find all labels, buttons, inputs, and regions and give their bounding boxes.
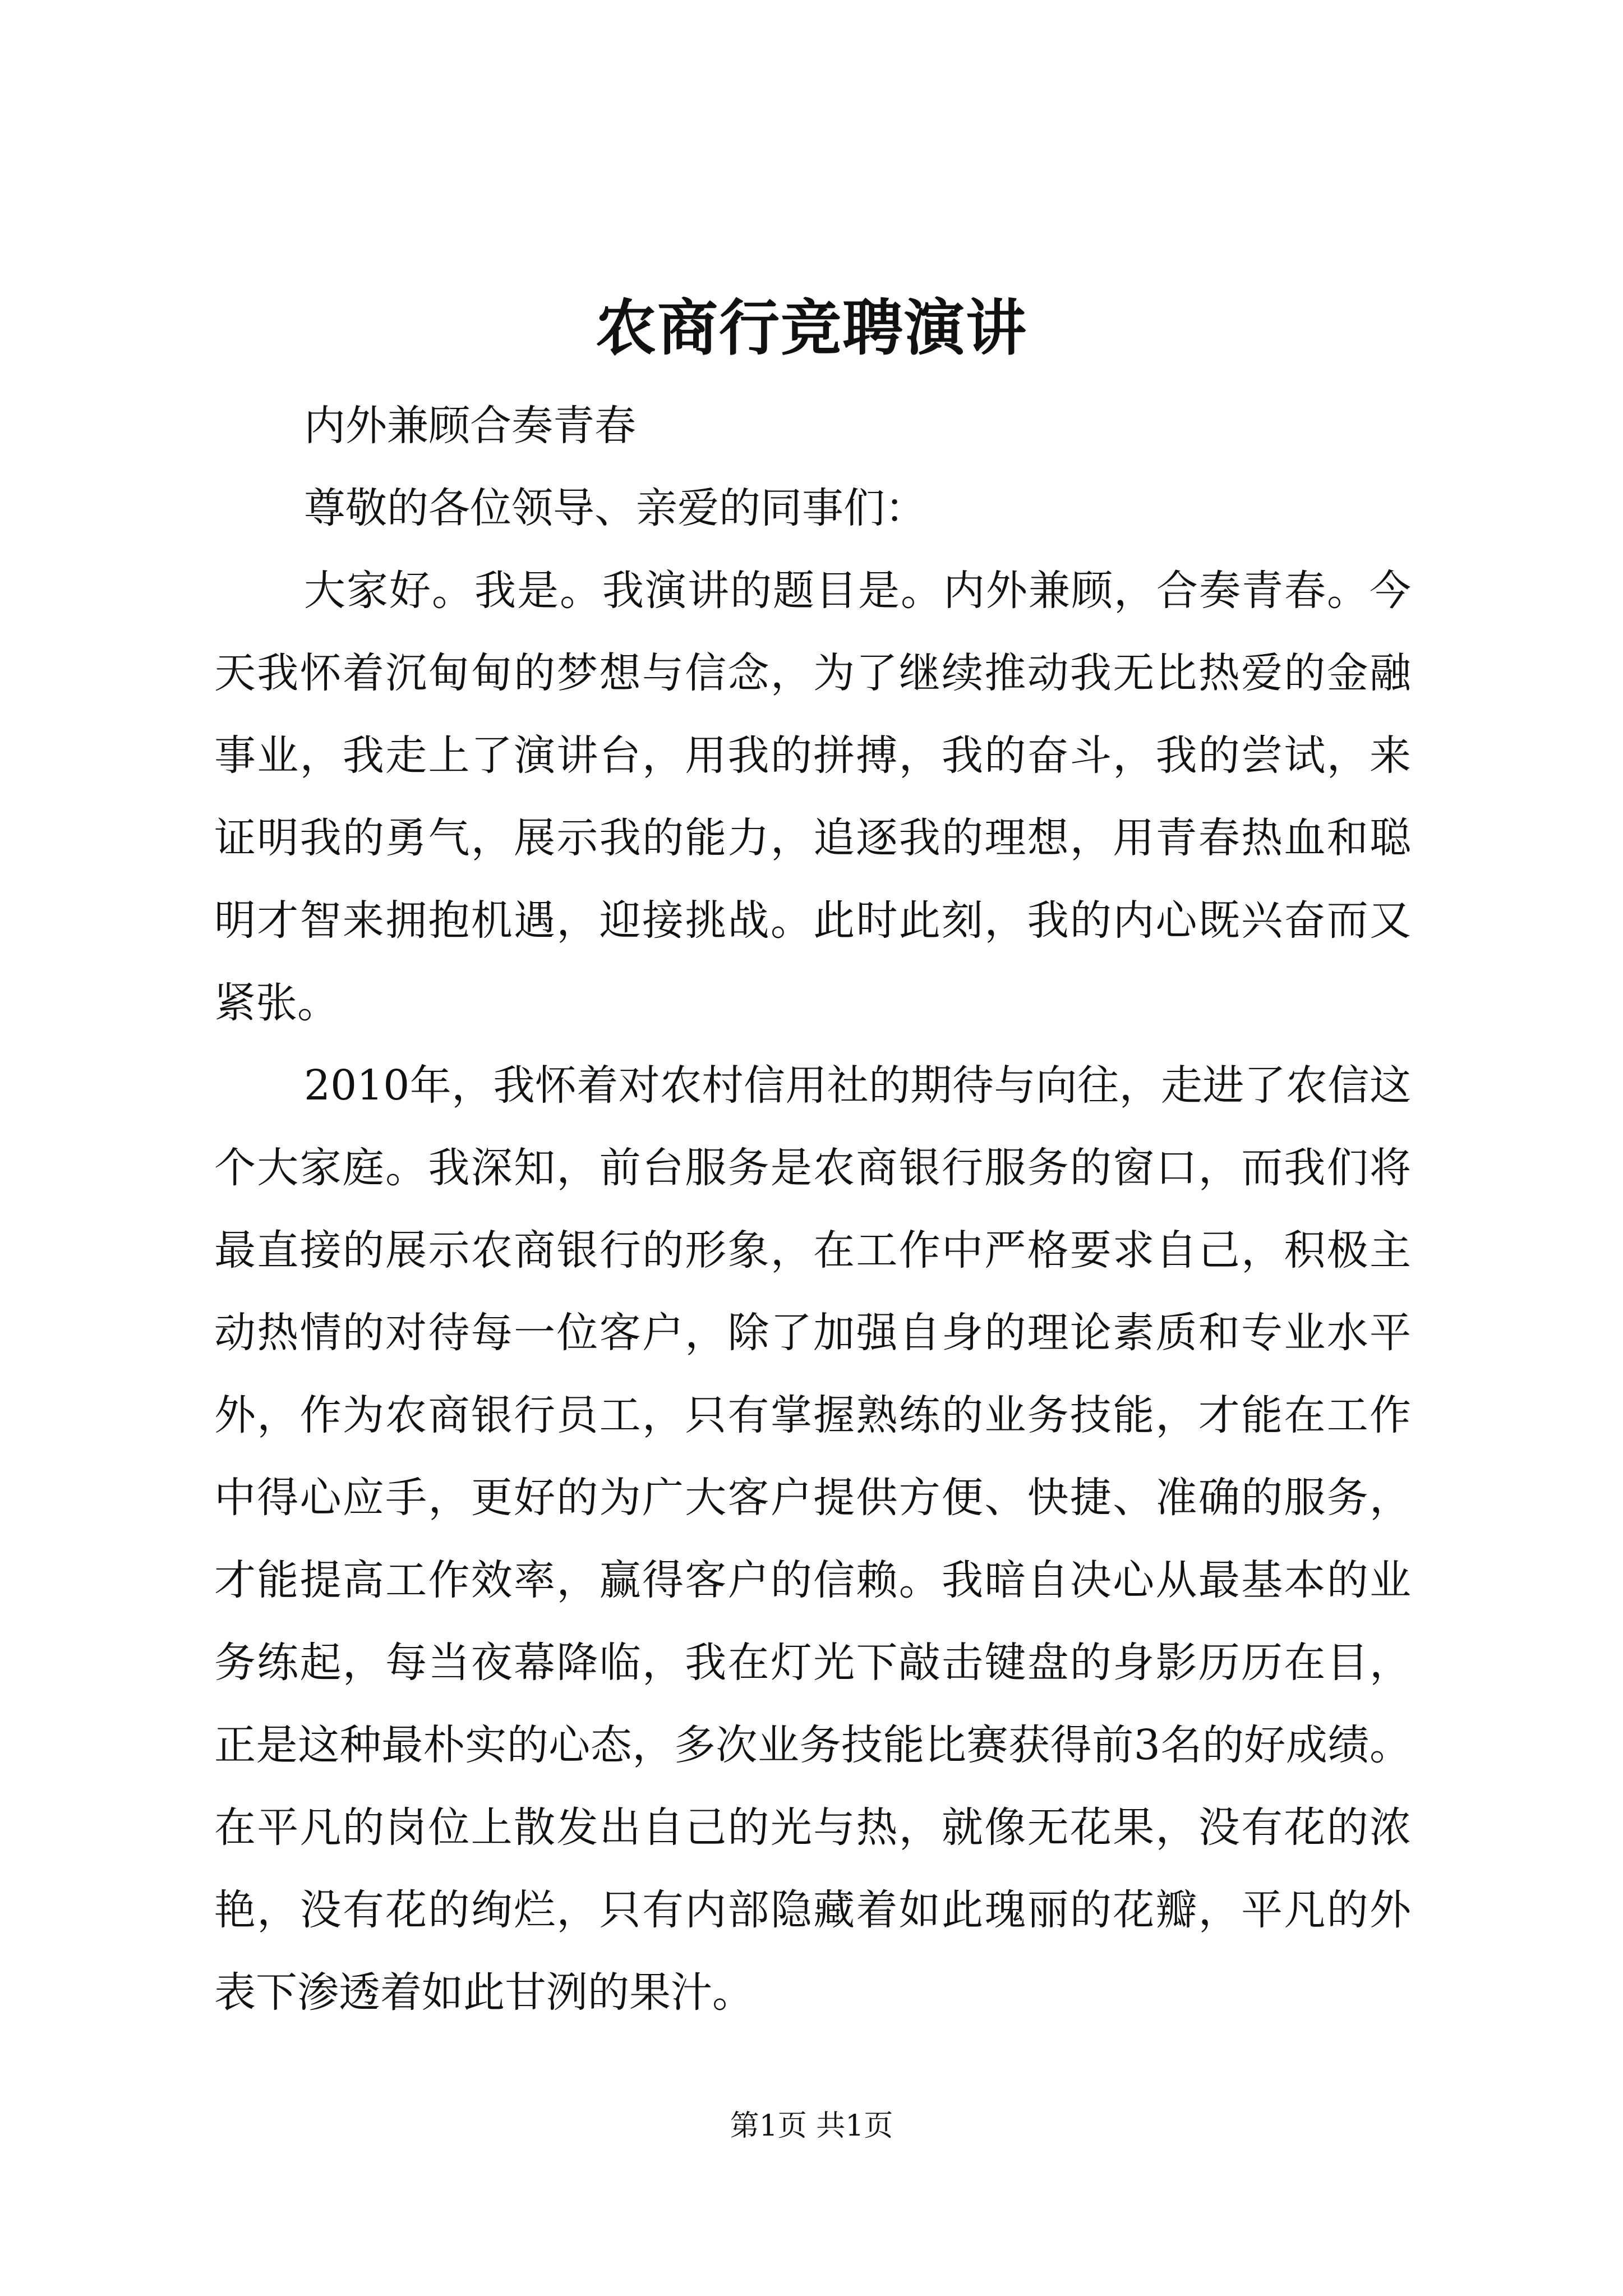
body-paragraph: 大家好。我是。我演讲的题目是。内外兼顾，合奏青春。今天我怀着沉甸甸的梦想与信念，为了继续推动我无比热爱的金融事业，我走上了演讲台，用我的拼搏，我的奋斗，我的尝试，来证明我的勇气，展示我的能力，追逐我的理想，用青春热血和聪明才智来拥抱机遇，迎接挑战。此时此刻，我的内心既兴奋而又紧张。 <box>214 567 1411 1027</box>
page-footer: 第1页 共1页 <box>730 2109 893 2143</box>
salutation-paragraph: 尊敬的各位领导、亲爱的同事们： <box>304 484 926 532</box>
document-title: 农商行竞聘演讲 <box>595 293 1027 364</box>
subtitle-paragraph: 内外兼顾合奏青春 <box>304 402 636 450</box>
document-body <box>214 385 1411 2034</box>
body-paragraph: 2010年，我怀着对农村信用社的期待与向往，走进了农信这个大家庭。我深知，前台服务是农商银行服务的窗口，而我们将最直接的展示农商银行的形象，在工作中严格要求自己，积极主动热情的对待每一位客户，除了加强自身的理论素质和专业水平外，作为农商银行员工，只有掌握熟练的业务技能，才能在工作中得心应手，更好的为广大客户提供方便、快捷、准确的服务，才能提高工作效率，赢得客户的信赖。我暗自决心从最基本的业务练起，每当夜幕降临，我在灯光下敲击键盘的身影历历在目，正是这种最朴实的心态，多次业务技能比赛获得前3名的好成绩。在平凡的岗位上散发出自己的光与热，就像无花果，没有花的浓艳，没有花的绚烂，只有内部隐藏着如此瑰丽的花瓣，平凡的外表下渗透着如此甘洌的果汁。 <box>214 1061 1411 2017</box>
